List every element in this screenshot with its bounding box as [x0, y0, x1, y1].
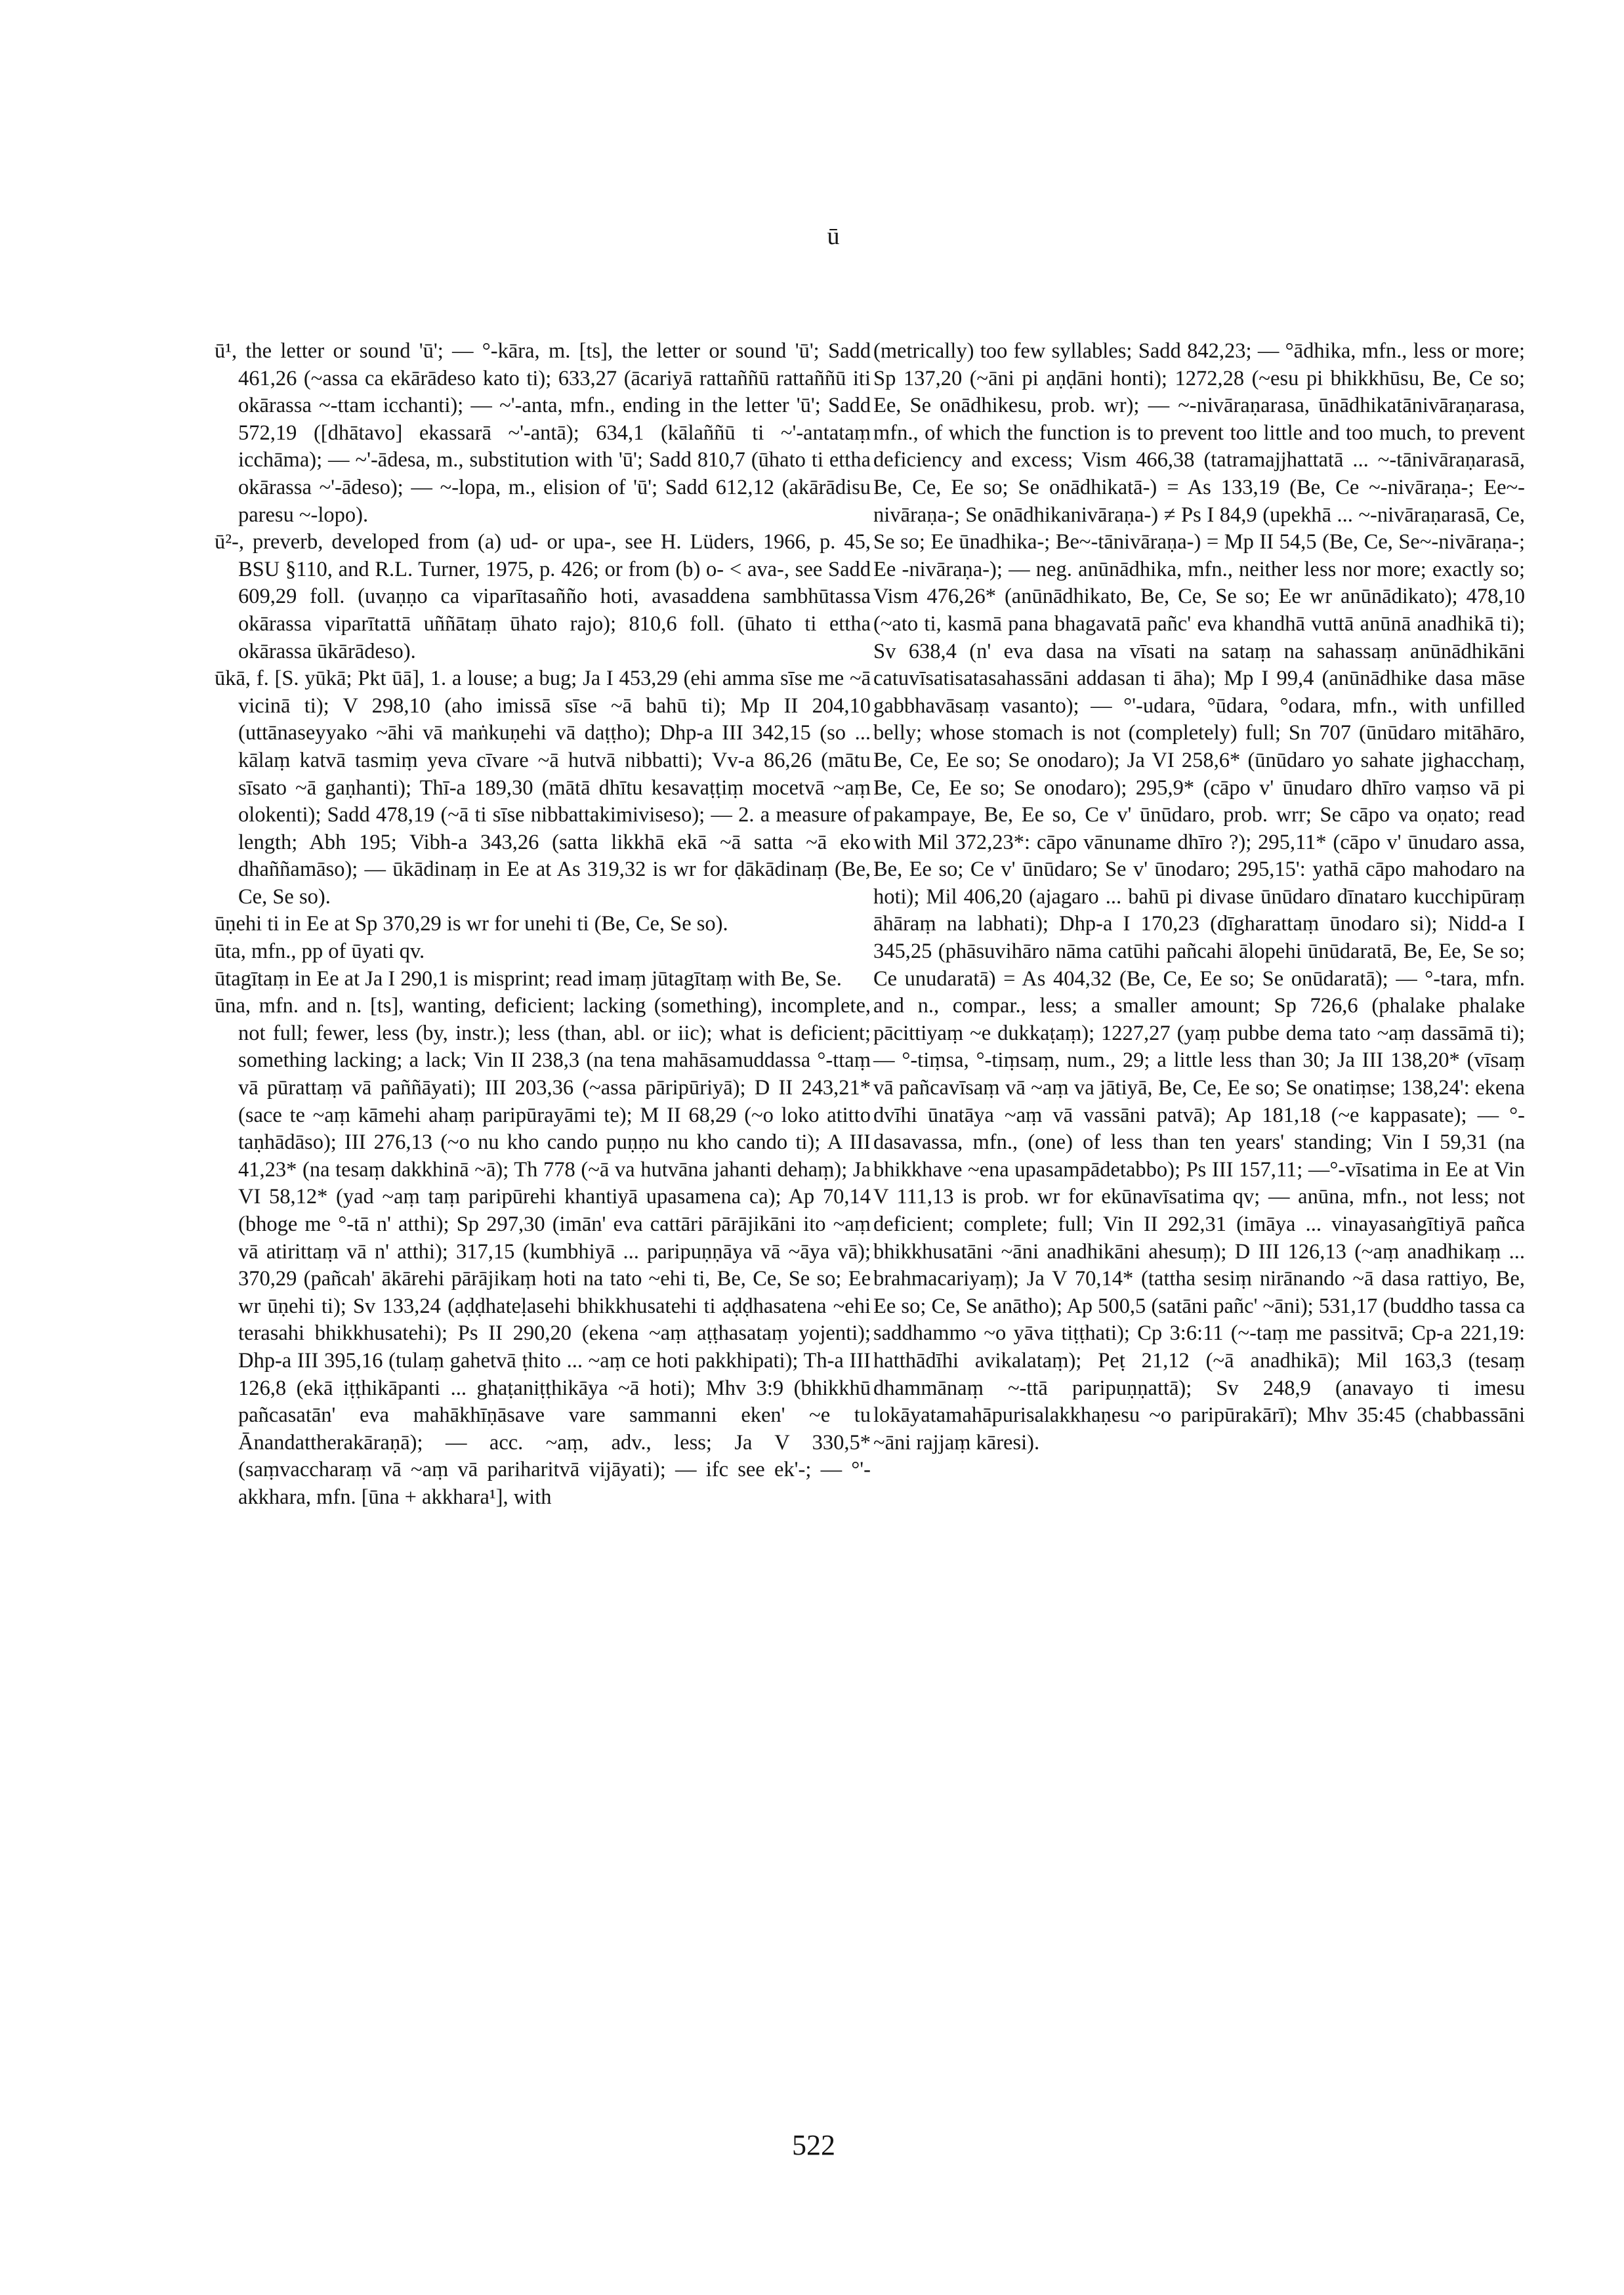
- entry-u2: ū²-, preverb, developed from (a) ud- or upa-, see H. Lüders, 1966, p. 45, BSU §110, and R.L. Turner, 1975, p. 426; or from (b) o- < ava-, see Sadd 609,29 foll. (uvaṇṇo ca viparītasañño hoti, avasaddena sambhūtassa okārassa viparītattā uññātaṃ ūhato rajo); 810,6 foll. (ūhato ti ettha okārassa ūkārādeso).: [215, 530, 871, 663]
- entry-u1: ū¹, the letter or sound 'ū'; — °-kāra, m. [ts], the letter or sound 'ū'; Sadd 461,26 (~assa ca ekārādeso kato ti); 633,27 (ācariyā rattaññū rattaññū iti okārassa ~-ttam icchanti); — ~'-anta, mfn., ending in the letter 'ū'; Sadd 572,19 ([dhātavo] ekassarā ~'-antā); 634,1 (kālaññū ti ~'-antataṃ icchāma); — ~'-ādesa, m., substitution with 'ū'; Sadd 810,7 (ūhato ti ettha okārassa ~'-ādeso); — ~-lopa, m., elision of 'ū'; Sadd 612,12 (akārādisu paresu ~-lopo).: [215, 339, 871, 527]
- entry-utagitam: ūtagītaṃ in Ee at Ja I 290,1 is misprint; read imaṃ jūtagītaṃ with Be, Se.: [215, 966, 842, 991]
- entry-una: ūna, mfn. and n. [ts], wanting, deficient; lacking (something), incomplete, not full; fewer, less (by, instr.); less (than, abl. or iic); what is deficient; something lacking; a lack; Vin II 238,3 (na tena mahāsamuddassa °-ttaṃ vā pūrattaṃ vā paññāyati); III 203,36 (~assa pāripūriyā); D II 243,21* (sace te ~aṃ kāmehi ahaṃ paripūrayāmi te); M II 68,29 (~o loko atitto taṇhādāso); III 276,13 (~o nu kho cando puṇṇo nu kho cando ti); A III 41,23* (na tesaṃ dakkhinā ~ā); Th 778 (~ā va hutvāna jahanti dehaṃ); Ja VI 58,12* (yad ~aṃ taṃ paripūrehi khantiyā upasamena ca); Ap 70,14 (bhoge me °-tā n' atthi); Sp 297,30 (imān' eva cattāri pārājikāni ito ~aṃ vā atirittaṃ vā n' atthi); 317,15 (kumbhiyā ... paripuṇṇāya vā ~āya vā); 370,29 (pañcah' ākārehi pārājikaṃ hoti na tato ~ehi ti, Be, Ce, Se so; Ee wr ūṇehi ti); Sv 133,24 (aḍḍhateḷasehi bhikkhusatehi ti aḍḍhasatena ~ehi terasahi bhikkhusatehi); Ps II 290,20 (ekena ~aṃ aṭṭhasataṃ yojenti); Dhp-a III 395,16 (tulaṃ gahetvā ṭhito ... ~aṃ ce hoti pakkhipati); Th-a III 126,8 (ekā iṭṭhikāpanti ... ghaṭaniṭṭhikāya ~ā hoti); Mhv 3:9 (bhikkhū pañcasatān' eva mahākhīṇāsave vare sammanni eken' ~e tu Ānandattherakāraṇā); — acc. ~aṃ, adv., less; Ja V 330,5* (saṃvaccharaṃ vā ~aṃ vā pariharitvā vijāyati); — ifc see ek'-; — °'-akkhara, mfn. [ūna + akkhara¹], with: [215, 994, 871, 1509]
- entry-uka: ūkā, f. [S. yūkā; Pkt ūā], 1. a louse; a bug; Ja I 453,29 (ehi amma sīse me ~ā vicinā ti); V 298,10 (aho imissā sīse ~ā bahū ti); Mp II 204,10 (uttānaseyyako ~āhi vā maṅkuṇehi vā daṭṭho); Dhp-a III 342,15 (so ... kālaṃ katvā tasmiṃ yeva cīvare ~ā hutvā nibbatti); Vv-a 86,26 (mātu sīsato ~ā gaṇhanti); Thī-a 189,30 (mātā dhītu kesavaṭṭiṃ mocetvā ~aṃ olokenti); Sadd 478,19 (~ā ti sīse nibbattakimiviseso); — 2. a measure of length; Abh 195; Vibh-a 343,26 (satta likkhā ekā ~ā satta ~ā eko dhaññamāso); — ūkādinaṃ in Ee at As 319,32 is wr for ḍākādinaṃ (Be, Ce, Se so).: [215, 667, 871, 909]
- right-column: [873, 338, 1525, 1457]
- page-number: 522: [792, 2129, 835, 2161]
- entry-unehi: ūṇehi ti in Ee at Sp 370,29 is wr for unehi ti (Be, Ce, Se so).: [215, 912, 728, 936]
- entry-una-continued: (metrically) too few syllables; Sadd 842,23; — °ādhika, mfn., less or more; Sp 137,20 (~āni pi aṇḍāni honti); 1272,28 (~esu pi bhikkhūsu, Be, Ce so; Ee, Se onādhikesu, prob. wr); — ~-nivāraṇarasa, ūnādhikatānivāraṇarasa, mfn., of which the function is to prevent too little and too much, to prevent deficiency and excess; Vism 466,38 (tatramajjhattatā ... ~-tānivāraṇarasā, Be, Ce, Ee so; Se onādhikatā-) = As 133,19 (Be, Ce ~-nivāraṇa-; Ee~-nivāraṇa-; Se onādhikanivāraṇa-) ≠ Ps I 84,9 (upekhā ... ~-nivāraṇarasā, Ce, Se so; Ee ūnadhika-; Be~-tānivāraṇa-) = Mp II 54,5 (Be, Ce, Se~-nivāraṇa-; Ee -nivāraṇa-); — neg. anūnādhika, mfn., neither less nor more; exactly so; Vism 476,26* (anūnādhikato, Be, Ce, Se so; Ee wr anūnādikato); 478,10 (~ato ti, kasmā pana bhagavatā pañc' eva khandhā vuttā anūnā anadhikā ti); Sv 638,4 (n' eva dasa na vīsati na sataṃ na sahassaṃ anūnādhikāni catuvīsatisatasahassāni addasan ti āha); Mp I 99,4 (anūnādhike dasa māse gabbhavāsaṃ vasanto); — °'-udara, °ūdara, °odara, mfn., with unfilled belly; whose stomach is not (completely) full; Sn 707 (ūnūdaro mitāhāro, Be, Ce, Ee so; Se onodaro); Ja VI 258,6* (ūnūdaro yo sahate jighacchaṃ, Be, Ce, Ee so; Se onodaro); 295,9* (cāpo v' ūnudaro dhīro vaṃso vā pi pakampaye, Be, Ee so, Ce v' ūnūdaro, prob. wrr; Se cāpo va oṇato; read with Mil 372,23*: cāpo vānuname dhīro ?); 295,11* (cāpo v' ūnudaro assa, Be, Ee so; Ce v' ūnūdaro; Se v' ūnodaro; 295,15': yathā cāpo mahodaro na hoti); Mil 406,20 (ajagaro ... bahū pi divase ūnūdaro dīnataro kucchipūraṃ āhāraṃ na labhati); Dhp-a I 170,23 (dīgharattaṃ ūnodaro si); Nidd-a I 345,25 (phāsuvihāro nāma catūhi pañcahi ālopehi ūnūdaratā, Be, Ee, Se so; Ce unudaratā) = As 404,32 (Be, Ce, Ee so; Se onūdaratā); — °-tara, mfn. and n., compar., less; a smaller amount; Sp 726,6 (phalake phalake pācittiyaṃ ~e dukkaṭaṃ); 1227,27 (yaṃ pubbe dema tato ~aṃ dassāmā ti); — °-tiṃsa, °-tiṃsaṃ, num., 29; a little less than 30; Ja III 138,20* (vīsaṃ vā pañcavīsaṃ vā ~aṃ va jātiyā, Be, Ce, Ee so; Se onatiṃse; 138,24': ekena dvīhi ūnatāya ~aṃ vā vassāni patvā); Ap 181,18 (~e kappasate); — °-dasavassa, mfn., (one) of less than ten years' standing; Vin I 59,31 (na bhikkhave ~ena upasampādetabbo); Ps III 157,11; —°-vīsatima in Ee at Vin V 111,13 is prob. wr for ekūnavīsatima qv; — anūna, mfn., not less; not deficient; complete; full; Vin II 292,31 (imāya ... vinayasaṅgītiyā pañca bhikkhusatāni ~āni anadhikāni ahesuṃ); D III 126,13 (~aṃ anadhikaṃ ... brahmacariyaṃ); Ja V 70,14* (tattha sesiṃ nirānando ~ā dasa rattiyo, Be, Ee so; Ce, Se anātho); Ap 500,5 (satāni pañc' ~āni); 531,17 (buddho tassa ca saddhammo ~o yāva tiṭṭhati); Cp 3:6:11 (~-taṃ me passitvā; Cp-a 221,19: hatthādīhi avikalataṃ); Peṭ 21,12 (~ā anadhikā); Mil 163,3 (tesaṃ dhammānaṃ ~-ttā paripuṇṇattā); Sv 248,9 (anavayo ti imesu lokāyatamahāpurisalakkhaṇesu ~o paripūrakārī); Mhv 35:45 (chabbassāni ~āni rajjaṃ kāresi).: [873, 339, 1525, 1455]
- entry-uta: ūta, mfn., pp of ūyati qv.: [215, 940, 425, 964]
- left-column: [215, 338, 871, 1512]
- running-head: ū: [827, 222, 840, 250]
